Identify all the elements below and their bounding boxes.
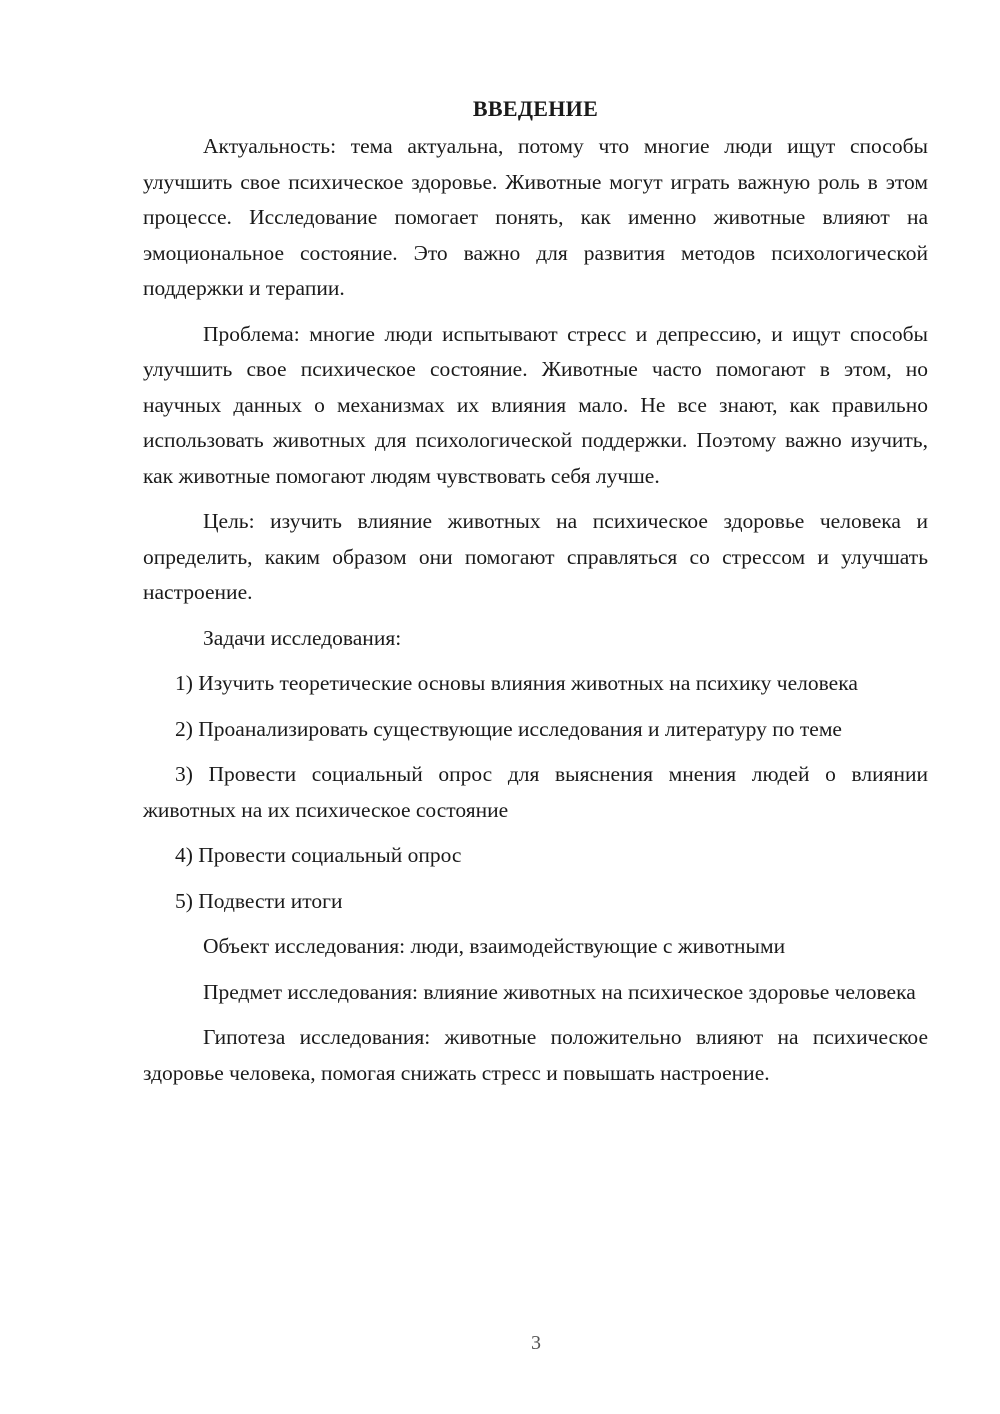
problem-paragraph: Проблема: многие люди испытывают стресс и депрессию, и ищут способы улучшить свое психическое состояние. Животные часто помогают в этом, но научных данных о механизмах их влияния мало. Не все знают, как правильно использовать животных для психологической поддержки. Поэтому важно изучить, как животные помогают людям чувствовать себя лучше. xyxy=(143,321,928,488)
research-object: Объект исследования: люди, взаимодействующие с животными xyxy=(203,934,786,958)
task-item-5: 5) Подвести итоги xyxy=(175,888,343,913)
goal-paragraph: Цель: изучить влияние животных на психическое здоровье человека и определить, каким образом они помогают справляться со стрессом и улучшать настроение. xyxy=(143,509,928,604)
document-page xyxy=(143,92,928,1101)
tasks-title: Задачи исследования: xyxy=(203,625,402,650)
page-number: 3 xyxy=(531,1332,541,1354)
research-subject: Предмет исследования: влияние животных на психическое здоровье человека xyxy=(203,979,916,1004)
task-item-4: 4) Провести социальный опрос xyxy=(175,843,462,867)
task-item-1: 1) Изучить теоретические основы влияния животных на психику человека xyxy=(175,671,858,695)
relevance-paragraph: Актуальность: тема актуальна, потому что многие люди ищут способы улучшить свое психическое здоровье. Животные могут играть важную роль в этом процессе. Исследование помогает понять, как именно животные влияют на эмоциональное состояние. Это важно для развития методов психологической поддержки и терапии. xyxy=(143,134,928,300)
page-title: ВВЕДЕНИЕ xyxy=(472,96,599,121)
research-hypothesis: Гипотеза исследования: животные положительно влияют на психическое здоровье человека, помогая снижать стресс и повышать настроение. xyxy=(143,1025,928,1085)
task-item-3: 3) Провести социальный опрос для выяснения мнения людей о влиянии животных на их психическое состояние xyxy=(143,762,928,822)
task-item-2: 2) Проанализировать существующие исследования и литературу по теме xyxy=(175,716,842,741)
